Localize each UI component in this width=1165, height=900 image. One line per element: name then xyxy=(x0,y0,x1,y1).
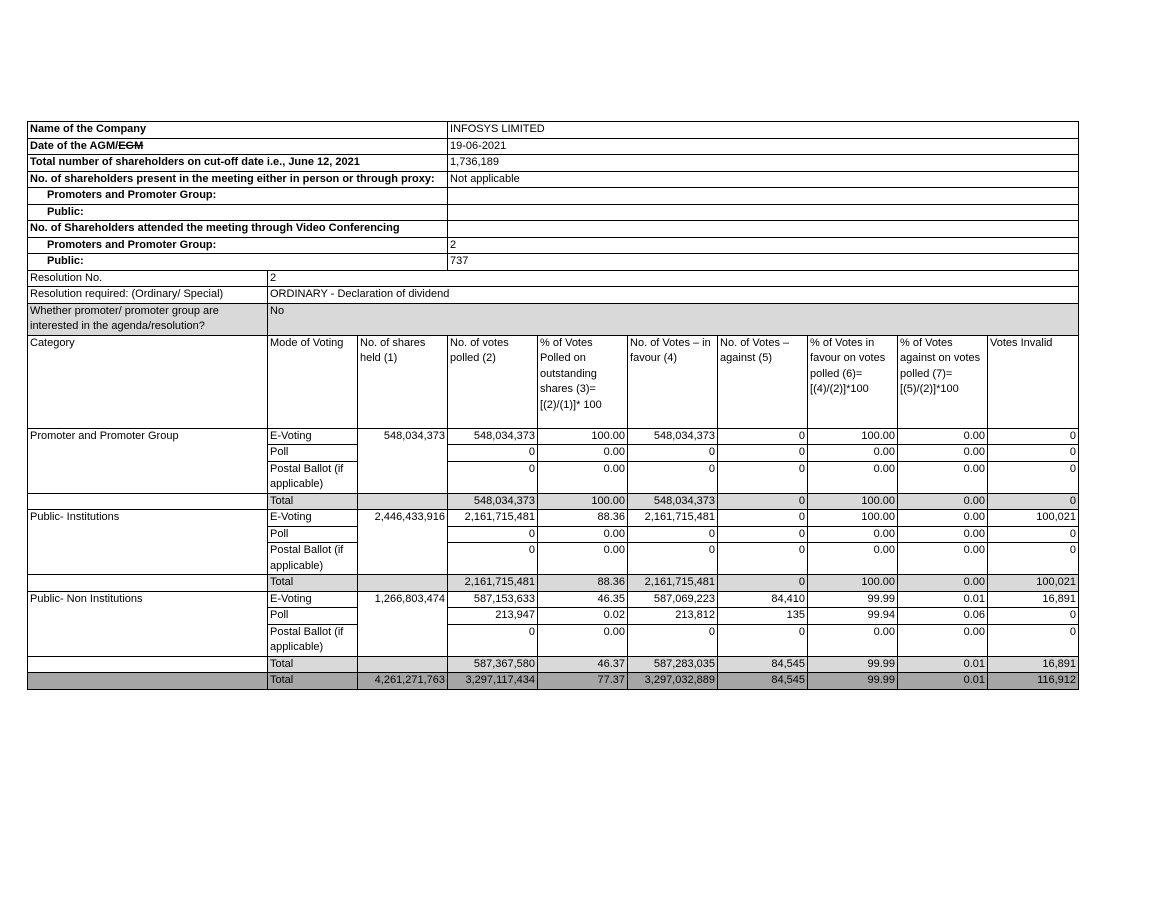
votes-against-cell: 0 xyxy=(718,445,808,462)
votes-against-cell: 84,545 xyxy=(718,656,808,673)
votes-invalid-cell: 0 xyxy=(988,526,1079,543)
pct-against-cell: 0.00 xyxy=(898,461,988,493)
votes-invalid-cell: 0 xyxy=(988,543,1079,575)
present-public-value xyxy=(448,204,1079,221)
col-header-votes-favour: No. of Votes – in favour (4) xyxy=(628,335,718,428)
pct-against-cell: 0.00 xyxy=(898,526,988,543)
votes-favour-cell: 0 xyxy=(628,624,718,656)
pct-favour-cell: 0.00 xyxy=(808,526,898,543)
votes-favour-cell: 3,297,032,889 xyxy=(628,673,718,690)
vc-promoters-value: 2 xyxy=(448,237,1079,254)
pct-polled-cell: 0.00 xyxy=(538,445,628,462)
pct-against-cell: 0.01 xyxy=(898,673,988,690)
pct-favour-cell: 0.00 xyxy=(808,461,898,493)
resolution-no-label: Resolution No. xyxy=(28,270,268,287)
total-shareholders-row xyxy=(28,155,1079,172)
grand-total-row xyxy=(28,673,1079,690)
vc-promoters-row xyxy=(28,237,1079,254)
pct-polled-cell: 0.00 xyxy=(538,624,628,656)
company-value: INFOSYS LIMITED xyxy=(448,122,1079,139)
votes-invalid-cell: 0 xyxy=(988,608,1079,625)
votes-polled-cell: 0 xyxy=(448,445,538,462)
pct-polled-cell: 100.00 xyxy=(538,428,628,445)
shares-held-cell xyxy=(358,493,448,510)
present-value: Not applicable xyxy=(448,171,1079,188)
votes-against-cell: 0 xyxy=(718,510,808,527)
votes-against-cell: 0 xyxy=(718,428,808,445)
pct-polled-cell: 46.35 xyxy=(538,591,628,608)
col-header-mode: Mode of Voting xyxy=(268,335,358,428)
pct-favour-cell: 100.00 xyxy=(808,428,898,445)
mode-cell: Total xyxy=(268,493,358,510)
votes-against-cell: 0 xyxy=(718,624,808,656)
agm-date-row xyxy=(28,138,1079,155)
mode-cell: Total xyxy=(268,575,358,592)
pct-polled-cell: 0.00 xyxy=(538,526,628,543)
votes-favour-cell: 213,812 xyxy=(628,608,718,625)
subtotal-row xyxy=(28,493,1079,510)
pct-polled-cell: 0.00 xyxy=(538,543,628,575)
shares-held-cell xyxy=(358,656,448,673)
mode-cell: E-Voting xyxy=(268,510,358,527)
present-public-label: Public: xyxy=(28,204,448,221)
category-cell: Public- Non Institutions xyxy=(28,591,268,656)
category-cell: Promoter and Promoter Group xyxy=(28,428,268,493)
pct-against-cell: 0.01 xyxy=(898,591,988,608)
interested-label: Whether promoter/ promoter group are interested in the agenda/resolution? xyxy=(28,303,268,335)
vc-public-row xyxy=(28,254,1079,271)
mode-cell: E-Voting xyxy=(268,428,358,445)
col-header-votes-against: No. of Votes – against (5) xyxy=(718,335,808,428)
votes-favour-cell: 2,161,715,481 xyxy=(628,510,718,527)
agm-label-main: Date of the AGM/ xyxy=(30,139,119,152)
votes-against-cell: 135 xyxy=(718,608,808,625)
interested-value: No xyxy=(268,303,1079,335)
votes-invalid-cell: 16,891 xyxy=(988,591,1079,608)
votes-invalid-cell: 0 xyxy=(988,428,1079,445)
votes-favour-cell: 587,283,035 xyxy=(628,656,718,673)
mode-cell: Poll xyxy=(268,445,358,462)
col-header-pct-polled: % of Votes Polled on outstanding shares (3)=[(2)/(1)]* 100 xyxy=(538,335,628,428)
pct-against-cell: 0.00 xyxy=(898,624,988,656)
votes-favour-cell: 0 xyxy=(628,445,718,462)
pct-favour-cell: 99.99 xyxy=(808,656,898,673)
interested-row xyxy=(28,303,1079,335)
total-shareholders-label: Total number of shareholders on cut-off date i.e., June 12, 2021 xyxy=(28,155,448,172)
votes-favour-cell: 2,161,715,481 xyxy=(628,575,718,592)
votes-polled-cell: 0 xyxy=(448,624,538,656)
pct-favour-cell: 0.00 xyxy=(808,445,898,462)
mode-cell: Total xyxy=(268,673,358,690)
column-header-row xyxy=(28,335,1079,428)
resolution-type-value: ORDINARY - Declaration of dividend xyxy=(268,287,1079,304)
pct-against-cell: 0.01 xyxy=(898,656,988,673)
shares-held-cell: 4,261,271,763 xyxy=(358,673,448,690)
present-promoters-label: Promoters and Promoter Group: xyxy=(28,188,448,205)
votes-invalid-cell: 0 xyxy=(988,445,1079,462)
voting-results-table xyxy=(27,121,1079,690)
votes-invalid-cell: 0 xyxy=(988,461,1079,493)
mode-cell: Postal Ballot (if applicable) xyxy=(268,624,358,656)
total-shareholders-value: 1,736,189 xyxy=(448,155,1079,172)
shares-held-cell: 1,266,803,474 xyxy=(358,591,448,656)
votes-polled-cell: 0 xyxy=(448,543,538,575)
col-header-pct-favour: % of Votes in favour on votes polled (6)=[(4)/(2)]*100 xyxy=(808,335,898,428)
pct-polled-cell: 77.37 xyxy=(538,673,628,690)
votes-favour-cell: 0 xyxy=(628,526,718,543)
col-header-pct-against: % of Votes against on votes polled (7)=[(5)/(2)]*100 xyxy=(898,335,988,428)
present-promoters-value xyxy=(448,188,1079,205)
votes-favour-cell: 0 xyxy=(628,543,718,575)
present-public-row xyxy=(28,204,1079,221)
pct-favour-cell: 0.00 xyxy=(808,624,898,656)
votes-against-cell: 0 xyxy=(718,526,808,543)
pct-polled-cell: 0.00 xyxy=(538,461,628,493)
category-cell xyxy=(28,575,268,592)
votes-favour-cell: 0 xyxy=(628,461,718,493)
agm-date-label xyxy=(28,138,448,155)
resolution-no-row xyxy=(28,270,1079,287)
mode-cell: Poll xyxy=(268,608,358,625)
shares-held-cell xyxy=(358,575,448,592)
pct-against-cell: 0.00 xyxy=(898,428,988,445)
pct-against-cell: 0.00 xyxy=(898,510,988,527)
pct-favour-cell: 0.00 xyxy=(808,543,898,575)
vc-label: No. of Shareholders attended the meeting through Video Conferencing xyxy=(28,221,448,238)
votes-against-cell: 0 xyxy=(718,461,808,493)
votes-polled-cell: 548,034,373 xyxy=(448,428,538,445)
pct-favour-cell: 100.00 xyxy=(808,510,898,527)
votes-favour-cell: 587,069,223 xyxy=(628,591,718,608)
pct-against-cell: 0.00 xyxy=(898,493,988,510)
present-label: No. of shareholders present in the meeting either in person or through proxy: xyxy=(28,171,448,188)
resolution-type-label: Resolution required: (Ordinary/ Special) xyxy=(28,287,268,304)
votes-polled-cell: 2,161,715,481 xyxy=(448,510,538,527)
agm-label-struck: EGM xyxy=(118,139,144,152)
vc-row xyxy=(28,221,1079,238)
votes-polled-cell: 2,161,715,481 xyxy=(448,575,538,592)
table-row xyxy=(28,510,1079,527)
present-row xyxy=(28,171,1079,188)
votes-polled-cell: 587,367,580 xyxy=(448,656,538,673)
pct-polled-cell: 0.02 xyxy=(538,608,628,625)
votes-against-cell: 0 xyxy=(718,543,808,575)
mode-cell: Postal Ballot (if applicable) xyxy=(268,461,358,493)
company-label: Name of the Company xyxy=(28,122,448,139)
votes-invalid-cell: 100,021 xyxy=(988,510,1079,527)
pct-against-cell: 0.00 xyxy=(898,543,988,575)
pct-against-cell: 0.06 xyxy=(898,608,988,625)
subtotal-row xyxy=(28,575,1079,592)
votes-polled-cell: 213,947 xyxy=(448,608,538,625)
pct-favour-cell: 99.94 xyxy=(808,608,898,625)
category-cell xyxy=(28,493,268,510)
votes-against-cell: 0 xyxy=(718,493,808,510)
col-header-shares-held: No. of shares held (1) xyxy=(358,335,448,428)
shares-held-cell: 2,446,433,916 xyxy=(358,510,448,575)
votes-polled-cell: 0 xyxy=(448,526,538,543)
category-cell: Public- Institutions xyxy=(28,510,268,575)
votes-polled-cell: 587,153,633 xyxy=(448,591,538,608)
pct-favour-cell: 100.00 xyxy=(808,575,898,592)
votes-favour-cell: 548,034,373 xyxy=(628,428,718,445)
votes-invalid-cell: 0 xyxy=(988,493,1079,510)
votes-invalid-cell: 0 xyxy=(988,624,1079,656)
pct-favour-cell: 99.99 xyxy=(808,673,898,690)
col-header-votes-polled: No. of votes polled (2) xyxy=(448,335,538,428)
vc-value xyxy=(448,221,1079,238)
pct-favour-cell: 100.00 xyxy=(808,493,898,510)
category-cell xyxy=(28,656,268,673)
vc-promoters-label: Promoters and Promoter Group: xyxy=(28,237,448,254)
pct-against-cell: 0.00 xyxy=(898,445,988,462)
resolution-no-value: 2 xyxy=(268,270,1079,287)
pct-polled-cell: 88.36 xyxy=(538,510,628,527)
pct-polled-cell: 100.00 xyxy=(538,493,628,510)
pct-polled-cell: 46.37 xyxy=(538,656,628,673)
pct-favour-cell: 99.99 xyxy=(808,591,898,608)
col-header-votes-invalid: Votes Invalid xyxy=(988,335,1079,428)
vc-public-label: Public: xyxy=(28,254,448,271)
agm-date-value: 19-06-2021 xyxy=(448,138,1079,155)
mode-cell: Total xyxy=(268,656,358,673)
pct-polled-cell: 88.36 xyxy=(538,575,628,592)
votes-against-cell: 84,545 xyxy=(718,673,808,690)
table-row xyxy=(28,428,1079,445)
votes-polled-cell: 3,297,117,434 xyxy=(448,673,538,690)
votes-polled-cell: 0 xyxy=(448,461,538,493)
votes-against-cell: 84,410 xyxy=(718,591,808,608)
category-cell xyxy=(28,673,268,690)
votes-invalid-cell: 116,912 xyxy=(988,673,1079,690)
present-promoters-row xyxy=(28,188,1079,205)
votes-favour-cell: 548,034,373 xyxy=(628,493,718,510)
col-header-category: Category xyxy=(28,335,268,428)
votes-invalid-cell: 100,021 xyxy=(988,575,1079,592)
resolution-type-row xyxy=(28,287,1079,304)
mode-cell: Poll xyxy=(268,526,358,543)
mode-cell: E-Voting xyxy=(268,591,358,608)
votes-against-cell: 0 xyxy=(718,575,808,592)
table-row xyxy=(28,591,1079,608)
pct-against-cell: 0.00 xyxy=(898,575,988,592)
vc-public-value: 737 xyxy=(448,254,1079,271)
shares-held-cell: 548,034,373 xyxy=(358,428,448,493)
subtotal-row xyxy=(28,656,1079,673)
votes-invalid-cell: 16,891 xyxy=(988,656,1079,673)
mode-cell: Postal Ballot (if applicable) xyxy=(268,543,358,575)
votes-polled-cell: 548,034,373 xyxy=(448,493,538,510)
company-row xyxy=(28,122,1079,139)
